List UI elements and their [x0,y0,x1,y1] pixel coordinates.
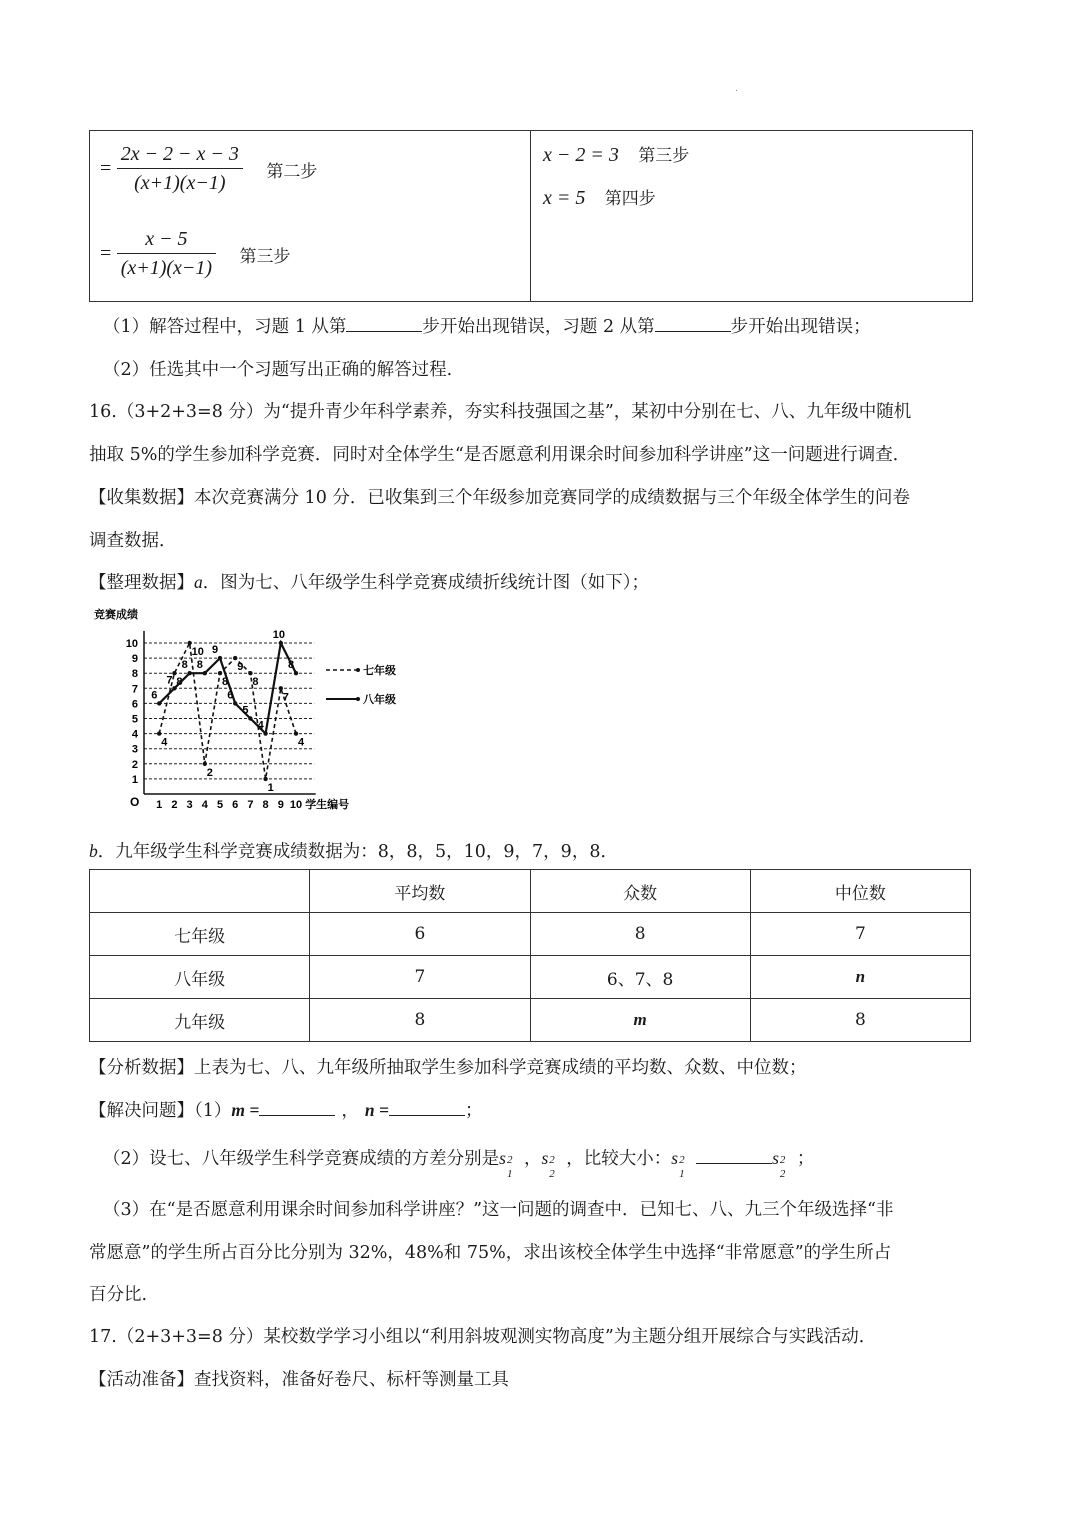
y-tick-label: 7 [131,683,138,696]
series-line-1 [159,643,296,779]
q16-analyze: 【分析数据】上表为七、八、九年级所抽取学生参加科学竞赛成绩的平均数、众数、中位数； [89,1058,807,1078]
data-point [294,731,298,735]
data-point [187,671,191,675]
origin-label: O [130,795,140,809]
data-label: 8 [288,659,295,672]
data-point [203,671,207,675]
data-point [157,731,161,735]
x-tick-label: 10 [289,799,303,811]
table-header-row [90,870,971,913]
data-point [248,671,252,675]
x-tick-label: 5 [216,799,224,811]
data-point [279,686,283,690]
top-solution-table [89,130,973,302]
data-label: 8 [181,659,188,672]
q16-b-line: b．九年级学生科学竞赛成绩数据为：8，8，5，10，9，7，9，8． [89,841,618,862]
y-tick-label: 4 [131,728,138,741]
data-point [263,731,267,735]
x-tick-label: 4 [201,799,208,811]
q16-part3-3: 百分比. [89,1285,148,1305]
table-cell: 7 [310,956,530,999]
data-point [233,701,237,705]
data-point [263,777,267,781]
data-label: 6 [227,689,234,702]
y-axis-label: 竞赛成绩 [94,609,138,621]
data-label: 4 [298,736,305,749]
data-label: 1 [267,781,274,794]
table-cell: 6 [310,913,530,956]
data-label: 5 [242,704,249,717]
table-cell: 九年级 [90,999,310,1042]
legend-label: 七年级 [363,665,396,677]
s1-squared: s 2 1 [671,1148,685,1180]
s1-squared: s 2 1 [499,1148,513,1180]
fraction: $\frac{x - 5}{(x+1)(x-1)}$ [117,228,216,280]
data-point [187,641,191,645]
table-cell: 8 [310,999,530,1042]
data-point [248,716,252,720]
y-tick-label: 9 [131,653,138,666]
s2-squared: s 2 2 [541,1148,555,1180]
x-tick-label: 8 [262,799,269,811]
data-label: 8 [252,676,259,689]
y-tick-label: 8 [131,668,138,681]
table-cell [90,870,310,913]
data-label: 8 [196,659,203,672]
x-tick-label: 2 [171,799,178,811]
table-cell: m [530,999,750,1042]
stats-table [89,869,971,1042]
table-row [90,913,971,956]
right-row-step3: x − 2 = 3 第三步 [543,144,690,166]
q17-prep: 【活动准备】查找资料，准备好卷尺、标杆等测量工具 [89,1370,509,1390]
table-divider [530,131,531,301]
data-point [172,671,176,675]
table-cell: 平均数 [310,870,530,913]
table-cell: 6、7、8 [530,956,750,999]
y-tick-label: 1 [131,773,138,786]
answer-blank[interactable] [696,1145,772,1164]
data-point [157,701,161,705]
table-cell: 众数 [530,870,750,913]
table-cell: n [750,956,970,999]
q16-part2: （2）设七、八年级学生科学竞赛成绩的方差分别是s 2 1 ，s 2 2 ，比较大小：s 2 1 s 2 2 ； [103,1145,814,1170]
fraction: $\frac{2x - 2 - x - 3}{(x+1)(x-1)}$ [117,143,243,195]
data-label: 9 [237,661,244,674]
legend-marker [356,697,360,701]
right-row-step4: x = 5 第四步 [543,187,656,209]
q16-collect-1: 【收集数据】本次竞赛满分 10 分．已收集到三个年级参加竞赛同学的成绩数据与三个年级全体学生的问卷 [89,488,910,508]
left-row-step3: = $\frac{x - 5}{(x+1)(x-1)}$ 第三步 [100,228,291,279]
answer-blank[interactable] [259,1097,335,1116]
data-point [279,641,283,645]
answer-blank[interactable] [346,313,422,332]
answer-blank[interactable] [389,1097,465,1116]
data-point [203,762,207,766]
data-point [218,671,222,675]
table-cell: 8 [750,999,970,1042]
data-label: 4 [257,719,264,732]
x-tick-label: 1 [156,799,163,811]
x-tick-label: 3 [186,799,193,811]
q16-organize: 【整理数据】a．图为七、八年级学生科学竞赛成绩折线统计图（如下）； [89,572,649,593]
data-label: 7 [282,691,289,704]
data-label: 4 [161,736,168,749]
answer-blank[interactable] [655,313,731,332]
q16-collect-2: 调查数据． [89,531,177,551]
data-label: 10 [272,629,286,641]
data-point [294,671,298,675]
x-axis-label: 学生编号 [305,799,350,811]
y-tick-label: 3 [131,743,138,756]
data-label: 10 [191,646,204,658]
y-tick-label: 5 [131,713,138,726]
legend-marker [356,668,360,672]
data-label: 7 [166,674,173,687]
table-row [90,999,971,1042]
s2-squared: s 2 2 [772,1148,786,1180]
q16-intro-1: 16.（3+2+3=8 分）为“提升青少年科学素养，夯实科技强国之基”，某初中分别在七、八、九年级中随机 [89,402,912,422]
table-cell: 7 [750,913,970,956]
q15-part1: （1）解答过程中，习题 1 从第 步开始出现错误，习题 2 从第 步开始出现错误； [103,313,871,338]
q17-intro: 17.（2+3+3=8 分）某校数学学习小组以“利用斜坡观测实物高度”为主题分组开展综合与实践活动． [89,1327,877,1347]
table-cell: 八年级 [90,956,310,999]
y-tick-label: 6 [131,698,138,711]
table-row [90,956,971,999]
table-cell: 七年级 [90,913,310,956]
x-tick-label: 9 [277,799,284,811]
left-row-step2: = $\frac{2x - 2 - x - 3}{(x+1)(x-1)}$ 第二步 [100,143,318,194]
q16-part3-1: （3）在“是否愿意利用课余时间参加科学讲座？”这一问题的调查中．已知七、八、九三个年级选择“非 [103,1200,894,1220]
legend-label: 八年级 [363,694,396,706]
data-label: 6 [151,689,158,702]
data-point [172,686,176,690]
q16-part3-2: 常愿意”的学生所占百分比分别为 32%，48%和 75%，求出该校全体学生中选择“非常愿意”的学生所占 [89,1243,892,1263]
data-label: 9 [212,644,219,657]
q16-intro-2: 抽取 5%的学生参加科学竞赛．同时对全体学生“是否愿意利用课余时间参加科学讲座”这一问题进行调查． [89,445,911,465]
data-label: 8 [222,676,229,689]
y-tick-label: 2 [131,758,138,771]
q16-solve-1: 【解决问题】（1）m = ， n = ； [89,1097,482,1122]
header-mark: . [735,84,738,94]
x-tick-label: 7 [247,799,254,811]
x-tick-label: 6 [232,799,239,811]
y-tick-label: 10 [125,638,138,650]
q15-part2: （2）任选其中一个习题写出正确的解答过程. [103,360,453,380]
data-point [218,656,222,660]
table-cell: 8 [530,913,750,956]
data-label: 8 [176,676,183,689]
table-cell: 中位数 [750,870,970,913]
data-label: 2 [206,766,213,779]
score-line-chart [94,604,434,816]
data-point [233,656,237,660]
